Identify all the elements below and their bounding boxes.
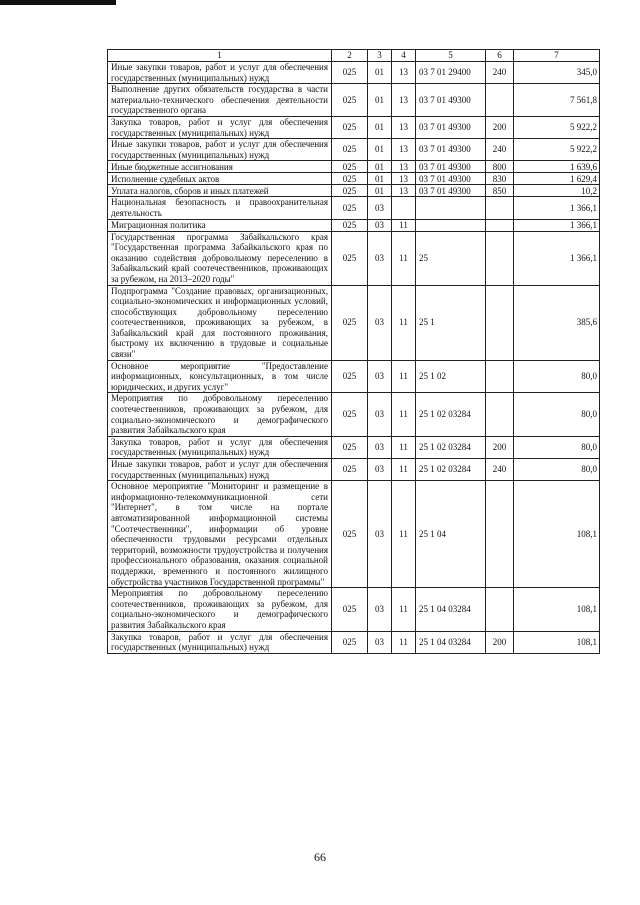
target-article-cell: 25 1 02 <box>416 360 486 393</box>
subsection-cell: 11 <box>392 285 416 360</box>
row-name-cell: Уплата налогов, сборов и иных платежей <box>108 185 332 197</box>
section-cell: 01 <box>368 185 392 197</box>
row-name-cell: Основное мероприятие "Мониторинг и размещение в информационно-телекоммуникационной сети "Интернет", в том числе на портале автоматизированной информационной системы "Соотечественники", информации об уровне обеспеченности трудовыми ресурсами отдельных территорий, возможности трудоустройства и получения профессионального образования, оказания социальной поддержки, временного и постоянного жилищного обустройства участников Государственной программы" <box>108 481 332 588</box>
target-article-cell: 25 1 04 03284 <box>416 631 486 653</box>
amount-cell: 7 561,8 <box>514 84 600 117</box>
table-header-row <box>108 50 600 62</box>
admin-code-cell: 025 <box>332 360 368 393</box>
expense-type-cell <box>486 285 514 360</box>
amount-cell: 80,0 <box>514 393 600 436</box>
amount-cell: 108,1 <box>514 481 600 588</box>
table-row <box>108 588 600 631</box>
target-article-cell: 03 7 01 29400 <box>416 62 486 84</box>
expense-type-cell: 200 <box>486 436 514 458</box>
target-article-cell: 03 7 01 49300 <box>416 84 486 117</box>
amount-cell: 80,0 <box>514 459 600 481</box>
subsection-cell: 11 <box>392 360 416 393</box>
expense-type-cell: 850 <box>486 185 514 197</box>
row-name-cell: Иные закупки товаров, работ и услуг для обеспечения государственных (муниципальных) нужд <box>108 139 332 161</box>
subsection-cell: 11 <box>392 588 416 631</box>
table-row <box>108 219 600 231</box>
subsection-cell: 11 <box>392 631 416 653</box>
table-row <box>108 459 600 481</box>
target-article-cell: 25 1 <box>416 285 486 360</box>
admin-code-cell: 025 <box>332 173 368 185</box>
admin-code-cell: 025 <box>332 631 368 653</box>
section-cell: 03 <box>368 588 392 631</box>
target-article-cell: 25 1 02 03284 <box>416 459 486 481</box>
expense-type-cell <box>486 481 514 588</box>
amount-cell: 1 366,1 <box>514 219 600 231</box>
subsection-cell <box>392 197 416 219</box>
expense-type-cell: 240 <box>486 139 514 161</box>
subsection-cell: 11 <box>392 393 416 436</box>
table-row <box>108 185 600 197</box>
column-header: 7 <box>514 50 600 62</box>
section-cell: 03 <box>368 285 392 360</box>
amount-cell: 1 629,4 <box>514 173 600 185</box>
page-number: 66 <box>314 850 326 864</box>
admin-code-cell: 025 <box>332 84 368 117</box>
target-article-cell: 25 1 02 03284 <box>416 436 486 458</box>
table-row <box>108 360 600 393</box>
section-cell: 03 <box>368 481 392 588</box>
subsection-cell: 13 <box>392 116 416 138</box>
expense-type-cell: 830 <box>486 173 514 185</box>
section-cell: 01 <box>368 84 392 117</box>
target-article-cell: 03 7 01 49300 <box>416 116 486 138</box>
table-row <box>108 139 600 161</box>
row-name-cell: Закупка товаров, работ и услуг для обеспечения государственных (муниципальных) нужд <box>108 116 332 138</box>
subsection-cell: 11 <box>392 219 416 231</box>
amount-cell: 1 366,1 <box>514 231 600 285</box>
amount-cell: 1 366,1 <box>514 197 600 219</box>
target-article-cell: 03 7 01 49300 <box>416 185 486 197</box>
table-row <box>108 197 600 219</box>
subsection-cell: 11 <box>392 481 416 588</box>
target-article-cell: 25 1 04 <box>416 481 486 588</box>
amount-cell: 385,6 <box>514 285 600 360</box>
subsection-cell: 13 <box>392 173 416 185</box>
section-cell: 03 <box>368 219 392 231</box>
target-article-cell <box>416 219 486 231</box>
amount-cell: 5 922,2 <box>514 139 600 161</box>
section-cell: 03 <box>368 231 392 285</box>
column-header: 4 <box>392 50 416 62</box>
subsection-cell: 11 <box>392 231 416 285</box>
row-name-cell: Закупка товаров, работ и услуг для обеспечения государственных (муниципальных) нужд <box>108 631 332 653</box>
table-row <box>108 161 600 173</box>
admin-code-cell: 025 <box>332 459 368 481</box>
row-name-cell: Мероприятия по добровольному переселению соотечественников, проживающих за рубежом, для социально-экономического и демографического развития Забайкальского края <box>108 588 332 631</box>
target-article-cell: 25 1 02 03284 <box>416 393 486 436</box>
amount-cell: 108,1 <box>514 631 600 653</box>
target-article-cell <box>416 197 486 219</box>
row-name-cell: Выполнение других обязательств государства в части материально-технического обеспечения деятельности государственного органа <box>108 84 332 117</box>
admin-code-cell: 025 <box>332 285 368 360</box>
admin-code-cell: 025 <box>332 161 368 173</box>
section-cell: 03 <box>368 631 392 653</box>
expense-type-cell <box>486 393 514 436</box>
expense-type-cell: 800 <box>486 161 514 173</box>
table-row <box>108 173 600 185</box>
row-name-cell: Исполнение судебных актов <box>108 173 332 185</box>
target-article-cell: 03 7 01 49300 <box>416 173 486 185</box>
row-name-cell: Иные бюджетные ассигнования <box>108 161 332 173</box>
table-row <box>108 436 600 458</box>
admin-code-cell: 025 <box>332 231 368 285</box>
table-row <box>108 62 600 84</box>
amount-cell: 1 639,6 <box>514 161 600 173</box>
admin-code-cell: 025 <box>332 116 368 138</box>
expense-type-cell <box>486 197 514 219</box>
column-header: 3 <box>368 50 392 62</box>
row-name-cell: Закупка товаров, работ и услуг для обеспечения государственных (муниципальных) нужд <box>108 436 332 458</box>
column-header: 2 <box>332 50 368 62</box>
table-row <box>108 116 600 138</box>
row-name-cell: Миграционная политика <box>108 219 332 231</box>
expense-type-cell <box>486 588 514 631</box>
expense-type-cell <box>486 231 514 285</box>
admin-code-cell: 025 <box>332 139 368 161</box>
admin-code-cell: 025 <box>332 481 368 588</box>
target-article-cell: 03 7 01 49300 <box>416 139 486 161</box>
row-name-cell: Иные закупки товаров, работ и услуг для обеспечения государственных (муниципальных) нужд <box>108 459 332 481</box>
subsection-cell: 13 <box>392 62 416 84</box>
row-name-cell: Подпрограмма "Создание правовых, организационных, социально-экономических и информационных условий, способствующих добровольному переселению соотечественников, проживающих за рубежом, в Забайкальский край для постоянного проживания, быстрому их включению в трудовые и социальные связи" <box>108 285 332 360</box>
table-row <box>108 631 600 653</box>
expense-type-cell: 200 <box>486 116 514 138</box>
table-row <box>108 231 600 285</box>
expense-type-cell <box>486 84 514 117</box>
row-name-cell: Государственная программа Забайкальского края "Государственная программа Забайкальского края по оказанию содействия добровольному переселению в Забайкальский край соотечественников, проживающих за рубежом, на 2013–2020 годы" <box>108 231 332 285</box>
row-name-cell: Национальная безопасность и правоохранительная деятельность <box>108 197 332 219</box>
section-cell: 01 <box>368 139 392 161</box>
amount-cell: 10,2 <box>514 185 600 197</box>
table-row <box>108 481 600 588</box>
amount-cell: 80,0 <box>514 360 600 393</box>
expense-type-cell: 240 <box>486 459 514 481</box>
section-cell: 03 <box>368 360 392 393</box>
admin-code-cell: 025 <box>332 436 368 458</box>
target-article-cell: 03 7 01 49300 <box>416 161 486 173</box>
subsection-cell: 13 <box>392 139 416 161</box>
amount-cell: 5 922,2 <box>514 116 600 138</box>
section-cell: 01 <box>368 116 392 138</box>
section-cell: 03 <box>368 459 392 481</box>
expense-type-cell <box>486 360 514 393</box>
target-article-cell: 25 <box>416 231 486 285</box>
expense-type-cell <box>486 219 514 231</box>
admin-code-cell: 025 <box>332 588 368 631</box>
table-row <box>108 84 600 117</box>
amount-cell: 80,0 <box>514 436 600 458</box>
admin-code-cell: 025 <box>332 62 368 84</box>
section-cell: 01 <box>368 62 392 84</box>
section-cell: 03 <box>368 436 392 458</box>
admin-code-cell: 025 <box>332 197 368 219</box>
expense-type-cell: 240 <box>486 62 514 84</box>
row-name-cell: Основное мероприятие "Предоставление информационных, консультационных, в том числе юридических, и других услуг" <box>108 360 332 393</box>
column-header: 1 <box>108 50 332 62</box>
expense-type-cell: 200 <box>486 631 514 653</box>
subsection-cell: 11 <box>392 436 416 458</box>
admin-code-cell: 025 <box>332 393 368 436</box>
section-cell: 03 <box>368 197 392 219</box>
subsection-cell: 13 <box>392 185 416 197</box>
row-name-cell: Иные закупки товаров, работ и услуг для обеспечения государственных (муниципальных) нужд <box>108 62 332 84</box>
subsection-cell: 13 <box>392 161 416 173</box>
section-cell: 03 <box>368 393 392 436</box>
table-body <box>108 62 600 654</box>
subsection-cell: 11 <box>392 459 416 481</box>
row-name-cell: Мероприятия по добровольному переселению соотечественников, проживающих за рубежом, для социально-экономического и демографического развития Забайкальского края <box>108 393 332 436</box>
section-cell: 01 <box>368 161 392 173</box>
target-article-cell: 25 1 04 03284 <box>416 588 486 631</box>
section-cell: 01 <box>368 173 392 185</box>
subsection-cell: 13 <box>392 84 416 117</box>
top-rule <box>0 0 116 5</box>
column-header: 6 <box>486 50 514 62</box>
table-row <box>108 393 600 436</box>
admin-code-cell: 025 <box>332 219 368 231</box>
column-header: 5 <box>416 50 486 62</box>
table-row <box>108 285 600 360</box>
amount-cell: 108,1 <box>514 588 600 631</box>
budget-table <box>107 49 600 654</box>
amount-cell: 345,0 <box>514 62 600 84</box>
admin-code-cell: 025 <box>332 185 368 197</box>
